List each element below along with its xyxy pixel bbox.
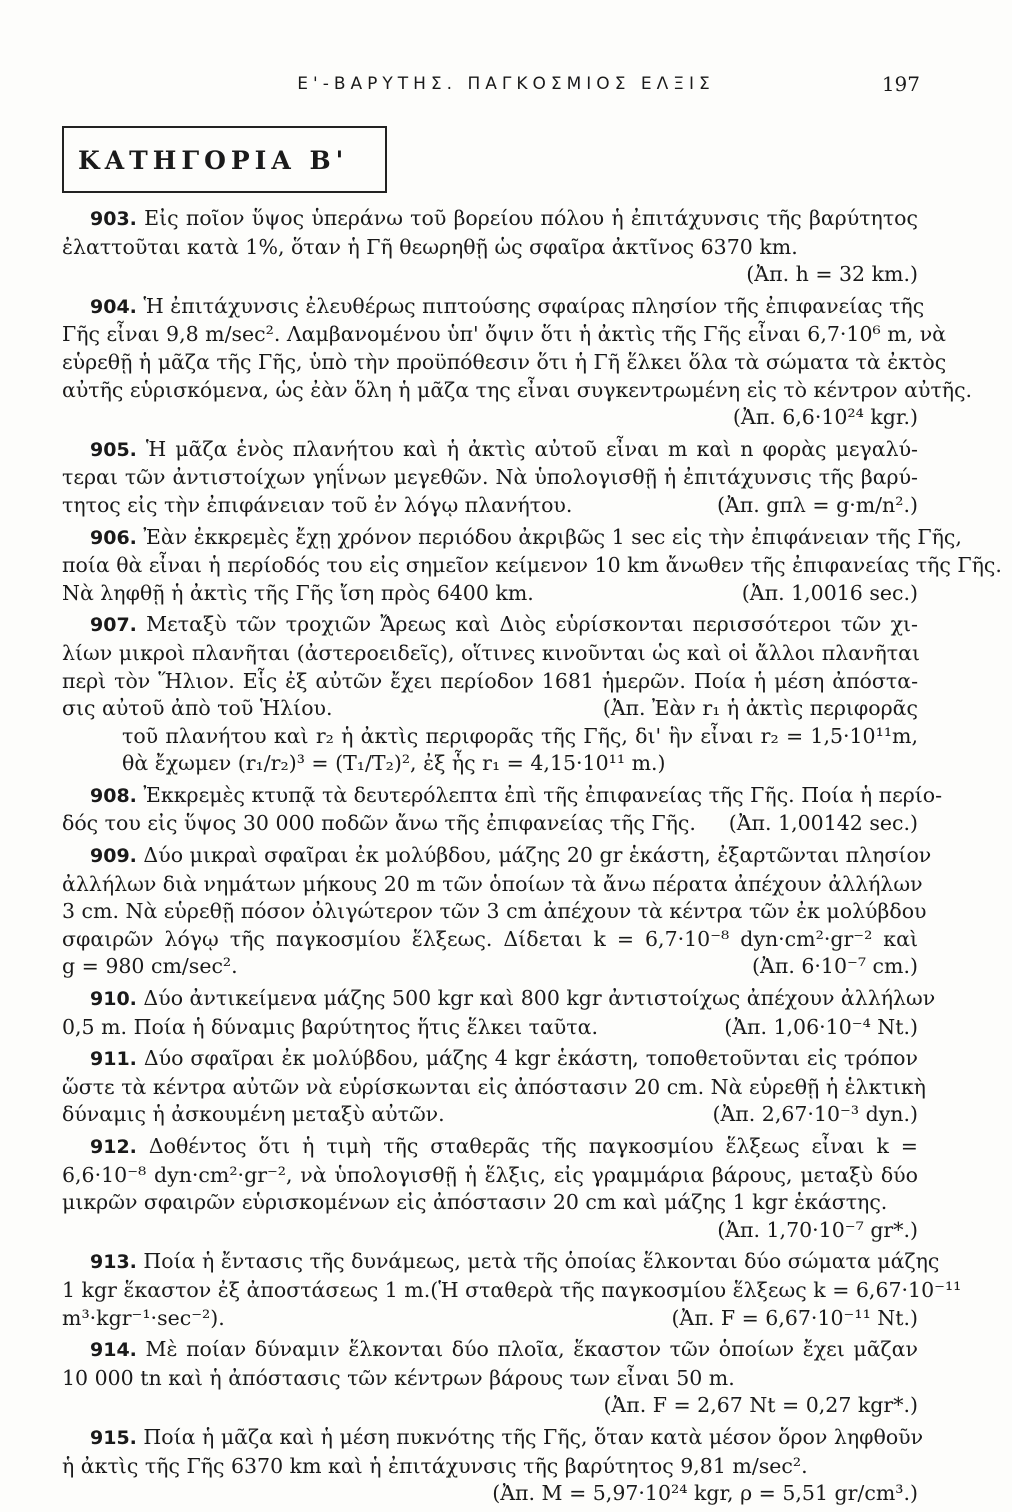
problem-line (62, 871, 923, 899)
problem-text: Γῆς εἶναι 9,8 m/sec². Λαμβανομένου ὑπ' ὄψιν ὅτι ἡ ἀκτὶς τῆς Γῆς εἶναι 6,7·10⁶ m, νὰ (62, 322, 947, 347)
problem-answer: (Ἀπ. 1,00142 sec.) (728, 811, 918, 836)
problem-text: g = 980 cm/sec². (62, 954, 238, 979)
problem-text: λίων μικροὶ πλανῆται (ἀστεροειδεῖς), οἵτινες κινοῦνται ὡς καὶ οἱ ἄλλοι πλανῆται (62, 640, 920, 665)
problem-last-line (62, 695, 918, 723)
problem-answer: (Ἀπ. Ἐὰν r₁ ἡ ἀκτὶς περιφορᾶς (602, 696, 918, 721)
problem-answer: (Ἀπ. gπλ = g·m/n².) (716, 492, 918, 517)
problem-line (62, 668, 918, 696)
answer-continuation (62, 750, 918, 778)
problem-line (62, 1336, 918, 1365)
problem-line (62, 293, 925, 322)
problem-answer-line (62, 1217, 918, 1245)
problem-item (62, 293, 973, 432)
page-number: 197 (881, 72, 920, 96)
problem-last-line (62, 1305, 918, 1333)
problem-text: σφαιρῶν λόγῳ τῆς παγκοσμίου ἕλξεως. Δίδεται k = 6,7·10⁻⁸ dyn·cm²·gr⁻² καὶ (62, 926, 918, 951)
problem-line (62, 1365, 918, 1393)
problem-number: 905. (90, 438, 137, 461)
problem-text: ποία θὰ εἶναι ἡ περίοδός του εἰς σημεῖον κείμενον 10 km ἄνωθεν τῆς ἐπιφανείας τῆς Γῆς. (62, 553, 1002, 578)
problem-number: 912. (90, 1136, 137, 1158)
category-underline (62, 191, 387, 193)
problem-text: ἡ ἀκτὶς τῆς Γῆς 6370 km καὶ ἡ ἐπιτάχυνσις τῆς βαρύτητος 9,81 m/sec². (62, 1453, 808, 1478)
problem-text: δύναμις ἡ ἀσκουμένη μεταξὺ αὐτῶν. (62, 1102, 445, 1127)
answer-continuation (62, 723, 918, 751)
problem-line (62, 349, 947, 377)
problem-text: 6,6·10⁻⁸ dyn·cm²·gr⁻², νὰ ὑπολογισθῇ ἡ ἕλξις, εἰς γραμμάρια βάρους, μεταξὺ δύο (62, 1162, 918, 1187)
problem-item (62, 1045, 926, 1129)
problem-text: 3 cm. Νὰ εὑρεθῇ πόσον ὀλιγώτερον τῶν 3 cm ἀπέχουν τὰ κέντρα τῶν ἐκ μολύβδου (62, 899, 927, 924)
problem-text: ἀλλήλων διὰ νημάτων μήκους 20 m τῶν ὁποίων τὰ ἄνω πέρατα ἀπέχουν ἀλλήλων (62, 871, 923, 896)
problem-text: εὑρεθῇ ἡ μᾶζα τῆς Γῆς, ὑπὸ τὴν προϋπόθεσιν ὅτι ἡ Γῆ ἕλκει ὅλα τὰ σώματα τὰ ἐκτὸς (62, 349, 947, 374)
problem-text: Δύο σφαῖραι ἐκ μολύβδου, μάζης 4 kgr ἑκάστη, τοποθετοῦνται εἰς τρόπον (143, 1046, 918, 1071)
problem-item (62, 524, 1002, 608)
problem-number: 915. (90, 1426, 137, 1449)
problem-answer: (Ἀπ. 1,0016 sec.) (741, 580, 918, 605)
problem-text: Ποία ἡ ἔντασις τῆς δυνάμεως, μετὰ τῆς ὁποίας ἕλκονται δύο σώματα μάζης (143, 1249, 940, 1274)
problem-line (62, 1277, 962, 1305)
page-header (0, 72, 1012, 102)
problem-item (62, 1424, 924, 1508)
problem-text: τητος εἰς τὴν ἐπιφάνειαν τοῦ ἐν λόγῳ πλανήτου. (62, 492, 573, 517)
problem-answer: (Ἀπ. F = 6,67·10⁻¹¹ Nt.) (671, 1305, 918, 1330)
problem-last-line (62, 953, 918, 981)
problem-last-line (62, 810, 918, 838)
problem-last-line (62, 1101, 918, 1129)
problem-text: m³·kgr⁻¹·sec⁻²). (62, 1305, 225, 1330)
problem-last-line (62, 580, 918, 608)
problem-item (62, 782, 943, 838)
problem-line (62, 524, 962, 553)
problem-number: 906. (90, 526, 137, 549)
problem-item (62, 1248, 962, 1332)
problem-text: Ἡ μᾶζα ἑνὸς πλανήτου καὶ ἡ ἀκτὶς αὐτοῦ εἶναι m καὶ n φορὰς μεγαλύ- (145, 436, 918, 461)
problem-item (62, 1336, 918, 1420)
problem-text: Νὰ ληφθῇ ἡ ἀκτὶς τῆς Γῆς ἴση πρὸς 6400 km. (62, 580, 534, 605)
problem-answer: (Ἀπ. 1,06·10⁻⁴ Nt.) (724, 1014, 918, 1039)
problem-line (62, 898, 927, 926)
problem-line (62, 1424, 924, 1453)
problem-answer: (Ἀπ. 2,67·10⁻³ dyn.) (712, 1102, 918, 1127)
problem-answer: (Ἀπ. 6,6·10²⁴ kgr.) (732, 405, 918, 430)
problem-line (62, 377, 973, 405)
problem-answer: (Ἀπ. M = 5,97·10²⁴ kgr, ρ = 5,51 gr/cm³.) (492, 1481, 918, 1506)
answer-text: θὰ ἔχωμεν (r₁/r₂)³ = (T₁/T₂)², ἐξ ἧς r₁ = 4,15·10¹¹ m.) (122, 751, 666, 776)
problem-last-line (62, 492, 918, 520)
problem-number: 914. (90, 1339, 137, 1362)
problem-text: ὥστε τὰ κέντρα αὐτῶν νὰ εὑρίσκωνται εἰς ἀπόστασιν 20 cm. Νὰ εὑρεθῇ ἡ ἑλκτικὴ (62, 1074, 926, 1099)
problem-text: Ἐὰν ἐκκρεμὲς ἔχῃ χρόνον περιόδου ἀκριβῶς 1 sec εἰς τὴν ἐπιφάνειαν τῆς Γῆς, (143, 524, 962, 549)
problem-last-line (62, 1014, 918, 1042)
problem-text: Εἰς ποῖον ὕψος ὑπεράνω τοῦ βορείου πόλου ἡ ἐπιτάχυνσις τῆς βαρύτητος (144, 206, 918, 230)
problem-line (62, 782, 943, 811)
problem-text: αὐτῆς εὑρισκόμενα, ὡς ἐὰν ὅλη ἡ μᾶζα της εἶναι συγκεντρωμένη εἰς τὸ κέντρον αὐτῆς. (62, 377, 973, 402)
problem-number: 911. (90, 1048, 137, 1071)
problem-text: 1 kgr ἕκαστον ἐξ ἀποστάσεως 1 m.(Ἡ σταθερὰ τῆς παγκοσμίου ἕλξεως k = 6,67·10⁻¹¹ (62, 1277, 962, 1302)
problem-text: Δύο ἀντικείμενα μάζης 500 kgr καὶ 800 kgr ἀντιστοίχως ἀπέχουν ἀλλήλων (143, 986, 936, 1011)
problem-number: 908. (90, 784, 137, 807)
problem-list (62, 205, 1002, 1512)
problem-line (62, 1074, 926, 1102)
problem-number: 913. (90, 1251, 137, 1274)
problem-item (62, 436, 918, 520)
problem-line (62, 1162, 918, 1190)
problem-text: μικρῶν σφαιρῶν εὑρισκομένων εἰς ἀπόστασιν 20 cm καὶ μάζης 1 kgr ἑκάστης. (62, 1190, 888, 1215)
problem-line (62, 842, 932, 871)
running-title: Ε'-ΒΑΡΥΤΗΣ. ΠΑΓΚΟΣΜΙΟΣ ΕΛΞΙΣ (297, 74, 715, 94)
problem-item (62, 1133, 918, 1244)
problem-text: τεραι τῶν ἀντιστοίχων γηΐνων μεγεθῶν. Νὰ ὑπολογισθῇ ἡ ἐπιτάχυνσις τῆς βαρύ- (62, 465, 918, 490)
problem-item (62, 205, 918, 289)
problem-text: 10 000 tn καὶ ἡ ἀπόστασις τῶν κέντρων βάρους των εἶναι 50 m. (62, 1365, 735, 1390)
problem-number: 910. (90, 988, 137, 1011)
problem-number: 907. (90, 614, 137, 637)
problem-text: δός του εἰς ὕψος 30 000 ποδῶν ἄνω τῆς ἐπιφανείας τῆς Γῆς. (62, 811, 696, 836)
problem-answer: (Ἀπ. 1,70·10⁻⁷ gr*.) (717, 1217, 918, 1242)
problem-line (62, 1189, 918, 1217)
problem-line (62, 464, 918, 492)
category-heading-box (62, 126, 387, 192)
problem-line (62, 234, 918, 262)
problem-text: 0,5 m. Ποία ἡ δύναμις βαρύτητος ἥτις ἕλκει ταῦτα. (62, 1014, 598, 1039)
problem-line (62, 1453, 918, 1481)
answer-text: τοῦ πλανήτου καὶ r₂ ἡ ἀκτὶς περιφορᾶς τῆς Γῆς, δι' ἣν εἶναι r₂ = 1,5·10¹¹m, (122, 723, 918, 748)
problem-line (62, 436, 918, 465)
problem-line (62, 205, 918, 234)
problem-text: Μεταξὺ τῶν τροχιῶν Ἄρεως καὶ Διὸς εὑρίσκονται περισσότεροι τῶν χι- (146, 612, 918, 637)
problem-text: Ποία ἡ μᾶζα καὶ ἡ μέση πυκνότης τῆς Γῆς, ὅταν κατὰ μέσον ὅρον ληφθοῦν (143, 1424, 924, 1449)
problem-line (62, 552, 1002, 580)
problem-item (62, 611, 918, 778)
problem-line (62, 1248, 940, 1277)
problem-answer-line (62, 1392, 918, 1420)
problem-answer-line (62, 404, 918, 432)
problem-item (62, 842, 932, 981)
problem-line (62, 1045, 918, 1074)
problem-line (62, 1133, 918, 1162)
problem-text: Ἐκκρεμὲς κτυπᾷ τὰ δευτερόλεπτα ἐπὶ τῆς ἐπιφανείας τῆς Γῆς. Ποία ἡ περίο- (143, 782, 943, 807)
problem-answer-line (62, 261, 918, 289)
problem-line (62, 321, 947, 349)
problem-text: Δοθέντος ὅτι ἡ τιμὴ τῆς σταθερᾶς τῆς παγκοσμίου ἕλξεως εἶναι k = (148, 1134, 918, 1158)
category-heading: ΚΑΤΗΓΟΡΙΑ Β' (78, 146, 349, 175)
problem-text: Δύο μικραὶ σφαῖραι ἐκ μολύβδου, μάζης 20 gr ἑκάστη, ἐξαρτῶνται πλησίον (143, 843, 932, 868)
problem-text: Μὲ ποίαν δύναμιν ἕλκονται δύο πλοῖα, ἕκαστον τῶν ὁποίων ἔχει μᾶζαν (145, 1337, 918, 1362)
problem-line (62, 985, 936, 1014)
problem-text: ἐλαττοῦται κατὰ 1%, ὅταν ἡ Γῆ θεωρηθῇ ὡς σφαῖρα ἀκτῖνος 6370 km. (62, 234, 798, 259)
problem-line (62, 926, 918, 954)
problem-number: 904. (90, 295, 137, 318)
problem-text: Ἡ ἐπιτάχυνσις ἐλευθέρως πιπτούσης σφαίρας πλησίον τῆς ἐπιφανείας τῆς (143, 293, 925, 318)
problem-item (62, 985, 936, 1041)
problem-number: 903. (90, 208, 137, 230)
problem-answer-line (62, 1480, 918, 1508)
problem-text: σις αὐτοῦ ἀπὸ τοῦ Ἡλίου. (62, 696, 333, 721)
problem-text: περὶ τὸν Ἥλιον. Εἷς ἐξ αὐτῶν ἔχει περίοδον 1681 ἡμερῶν. Ποία ἡ μέση ἀπόστα- (62, 668, 918, 693)
problem-number: 909. (90, 845, 137, 868)
problem-line (62, 640, 918, 668)
problem-answer: (Ἀπ. h = 32 km.) (746, 262, 918, 287)
problem-line (62, 611, 918, 640)
problem-answer: (Ἀπ. F = 2,67 Nt = 0,27 kgr*.) (603, 1393, 918, 1418)
problem-answer: (Ἀπ. 6·10⁻⁷ cm.) (752, 954, 918, 979)
